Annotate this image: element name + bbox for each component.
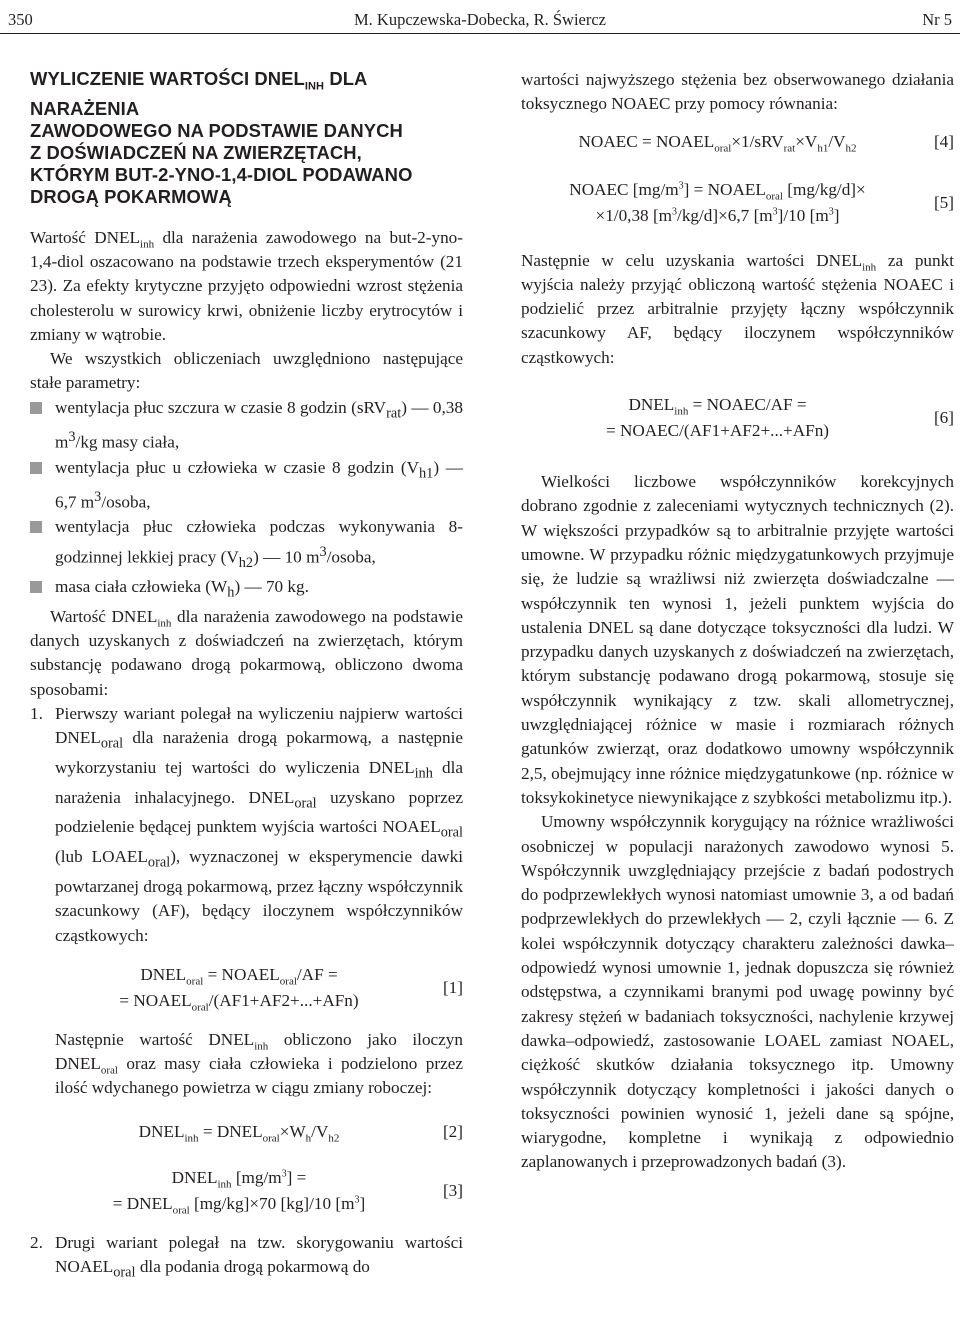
equation-6: $DNEL_{inh}$ = NOAEC/AF = = NOAEC/(AF1+AF2+...+AFn) [6] [605,395,954,441]
equation-4: NOAEC = $NOAEL_{oral}\times 1/sRV_{rat}\times V_{h1}/V_{h2}$ [4] [521,129,954,155]
bullet-square-icon [30,462,42,474]
left-column [30,68,463,1285]
list-item: wentylacja płuc szczura w czasie 8 godzin (sRV$_{rat}$) — 0,38 $m^3/kg$ masy ciała, [30,396,463,456]
equation-number: [3] [442,1180,463,1200]
right-column [521,68,954,1175]
paragraph-dnel-inh: Następnie wartość $DNEL_{inh}$ obliczono jako iloczyn $DNEL_{oral}$ oraz masy ciała człowieka i podzielono przez ilość wdychanego powietrza w ciągu zmiany roboczej: [55,1029,463,1098]
equation-number: [1] [442,977,463,997]
numbered-list [30,702,463,1285]
list-item: wentylacja płuc człowieka podczas wykonywania 8-godzinnej lekkiej pracy $(V_{h2})$ — 10 $m^3$/osoba, [30,515,463,575]
paragraph-parameters: We wszystkich obliczeniach uwzględniono następujące stałe parametry: [30,349,463,393]
bullet-square-icon [30,402,42,414]
equation-number: [5] [933,192,954,212]
list-item: wentylacja płuc u człowieka w czasie 8 godzin $(V_{h1})$ — 6,7 $m^3$/osoba, [30,456,463,516]
paragraph-intraspecies: Umowny współczynnik korygujący na różnice wrażliwości osobniczej w populacji narażonych zawodowo wynosi 5. Współczynnik uwzględniający przejście z badań podostrych do podprzewlekłych wynosi natomiast umownie 3, a od badań podprzewlekłych do przewlekłych — 2, czyli łącznie — 6. Z kolei współczynnik dotyczący charakteru zależności dawka–odpowiedź wynosi umownie 1, jednak dopuszcza się również odstępstwa, a czynnikami branymi pod uwagę powinny być zakresy stężeń w badaniach toksyczności, nachylenie krzywej dawka–odpowiedź, zastosowanie LOAEL zamiast NOAEL, ciężkość skutków działania toksycznego itp. Umowny współczynnik dotyczący kompletności i jakości danych o toksyczności powinien wynosić 1, jeżeli dane są spójne, wiarygodne, kompletne i wynikają z odpowiednio zaplanowanych i przeprowadzonych badań (3). [521,812,954,1172]
section-heading: WYLICZENIE WARTOŚCI $DNEL_{INH}$ DLA NARAŻENIA ZAWODOWEGO NA PODSTAWIE DANYCH Z DOŚWIADCZEŃ NA ZWIERZĘTACH, KTÓRYM BUT-2-YNO-1,4-DIOL PODAWANO DROGĄ POKARMOWĄ [30,68,413,207]
equation-2: $DNEL_{inh}$ = $DNEL_{oral}\times W_h/V_{h2}$ [2] [55,1119,463,1145]
header-rule [0,33,960,34]
parameter-list [30,396,463,605]
paragraph-correction-factors: Wielkości liczbowe współczynników korekcyjnych dobrano zgodnie z zaleceniami wytycznych technicznych (2). W większości przypadków są to arbitralnie przyjęte wartości umowne. W przypadku różnic międzygatunkowych przyjmuje się, że ludzie są wrażliwsi niż zwierzęta doświadczalne — współczynnik ten wynosi 1, jeżeli punktem wyjścia do ustalenia DNEL są dane dotyczące toksyczności dla ludzi. W przypadku danych uzyskanych z doświadczeń na zwierzętach, którym substancję podawano drogą pokarmową, stosuje się współczynnik wynikający z tzw. skali allometrycznej, uwzględniającej różnice w masie i rozmiarach różnych gatunków zwierząt, oraz dodatkowo umowny współczynnik 2,5, obejmujący inne różnice międzygatunkowe (np. różnice w toksykokinetyce niewynikające z szybkości metabolizmu itp.). [521,472,954,807]
paragraph-dnel-noaec: Następnie w celu uzyskania wartości $DNEL_{inh}$ za punkt wyjścia należy przyjąć obliczoną wartość stężenia NOAEC i podzielić przez arbitralnie przyjęty łączny współczynnik szacunkowy AF, będący iloczynem współczynników cząstkowych: [521,250,954,367]
header-issue: Nr 5 [922,10,952,29]
list-item-2: 2. Drugi wariant polegał na tzw. skorygowaniu wartości $NOAEL_{oral}$ dla podania drogą pokarmową do [30,1232,463,1281]
page-number: 350 [8,10,33,29]
paragraph-methods: Wartość $DNEL_{inh}$ dla narażenia zawodowego na podstawie danych uzyskanych z doświadczeń na zwierzętach, którym substancję podawano drogą pokarmową, obliczono dwoma sposobami: [30,606,463,699]
paragraph-continuation: wartości najwyższego stężenia bez obserwowanego działania toksycznego NOAEC przy pomocy równania: [521,70,954,114]
equation-3: $DNEL_{inh}$ $[mg/m^3]$ = = $DNEL_{oral}$ [mg/kg]×70 [kg]/10 $[m^3]$ [3] [112,1167,463,1217]
paragraph-intro: Wartość $DNEL_{inh}$ dla narażenia zawodowego na but-2-yno-1,4-diol oszacowano na podstawie trzech eksperymentów (21 23). Za efekty krytyczne przyjęto odpowiedni wzrost stężenia cholesterolu w surowicy krwi, obniżenie liczby erytrocytów i zmiany w wątrobie. [30,227,463,344]
bullet-square-icon [30,521,42,533]
equation-number: [6] [933,408,954,428]
list-item: masa ciała człowieka $(W_h)$ — 70 kg. [30,575,463,605]
header-authors: M. Kupczewska-Dobecka, R. Świercz [354,10,606,29]
equation-5: NOAEC $[mg/m^3]$ = $NOAEL_{oral}$ [mg/kg/d]× ×1/0,38 $[m^3/kg/d]\times 6,7$ $[m^3]/10$ $[m^3]$ [5] [569,179,954,225]
equation-1: $DNEL_{oral}$ = $NOAEL_{oral}/AF$ = = $NOAEL_{oral}/(AF1+AF2+...+AFn)$ [1] [119,964,463,1014]
equation-number: [2] [442,1121,463,1141]
list-item-1: 1. Pierwszy wariant polegał na wyliczeniu najpierw wartości $DNEL_{oral}$ dla narażenia drogą pokarmową, a następnie wykorzystaniu tej wartości do wyliczenia $DNEL_{inh}$ dla narażenia inhalacyjnego. $DNEL_{oral}$ uzyskano poprzez podzielenie będącej punktem wyjścia wartości $NOAEL_{oral}$ (lub $LOAEL_{oral}$), wyznaczonej w eksperymencie dawki powtarzanej drogą pokarmową, przez łączny współczynnik szacunkowy (AF), będący iloczynem współczynników cząstkowych: $DNEL_{oral}$ = $NOAEL_{oral}/AF$ = = $NOAEL_{oral}/(AF1+AF2+...+AFn)$ [1] Następnie wartość $DNEL_{inh}$ obliczono jako iloczyn $DNEL_{oral}$ oraz masy ciała człowieka i podzielono przez ilość wdychanego powietrza w ciągu zmiany roboczej: $DNEL_{inh}$ = $DNEL_{oral}\times W_h/V_{h2}$ [2] $DNEL_{inh}$ $[mg/m^3]$ = = $DNEL_{oral}$ [mg/kg]×70 [kg]/10 $[m^3]$ [3] [30,703,463,1217]
bullet-square-icon [30,581,42,593]
equation-number: [4] [933,131,954,151]
